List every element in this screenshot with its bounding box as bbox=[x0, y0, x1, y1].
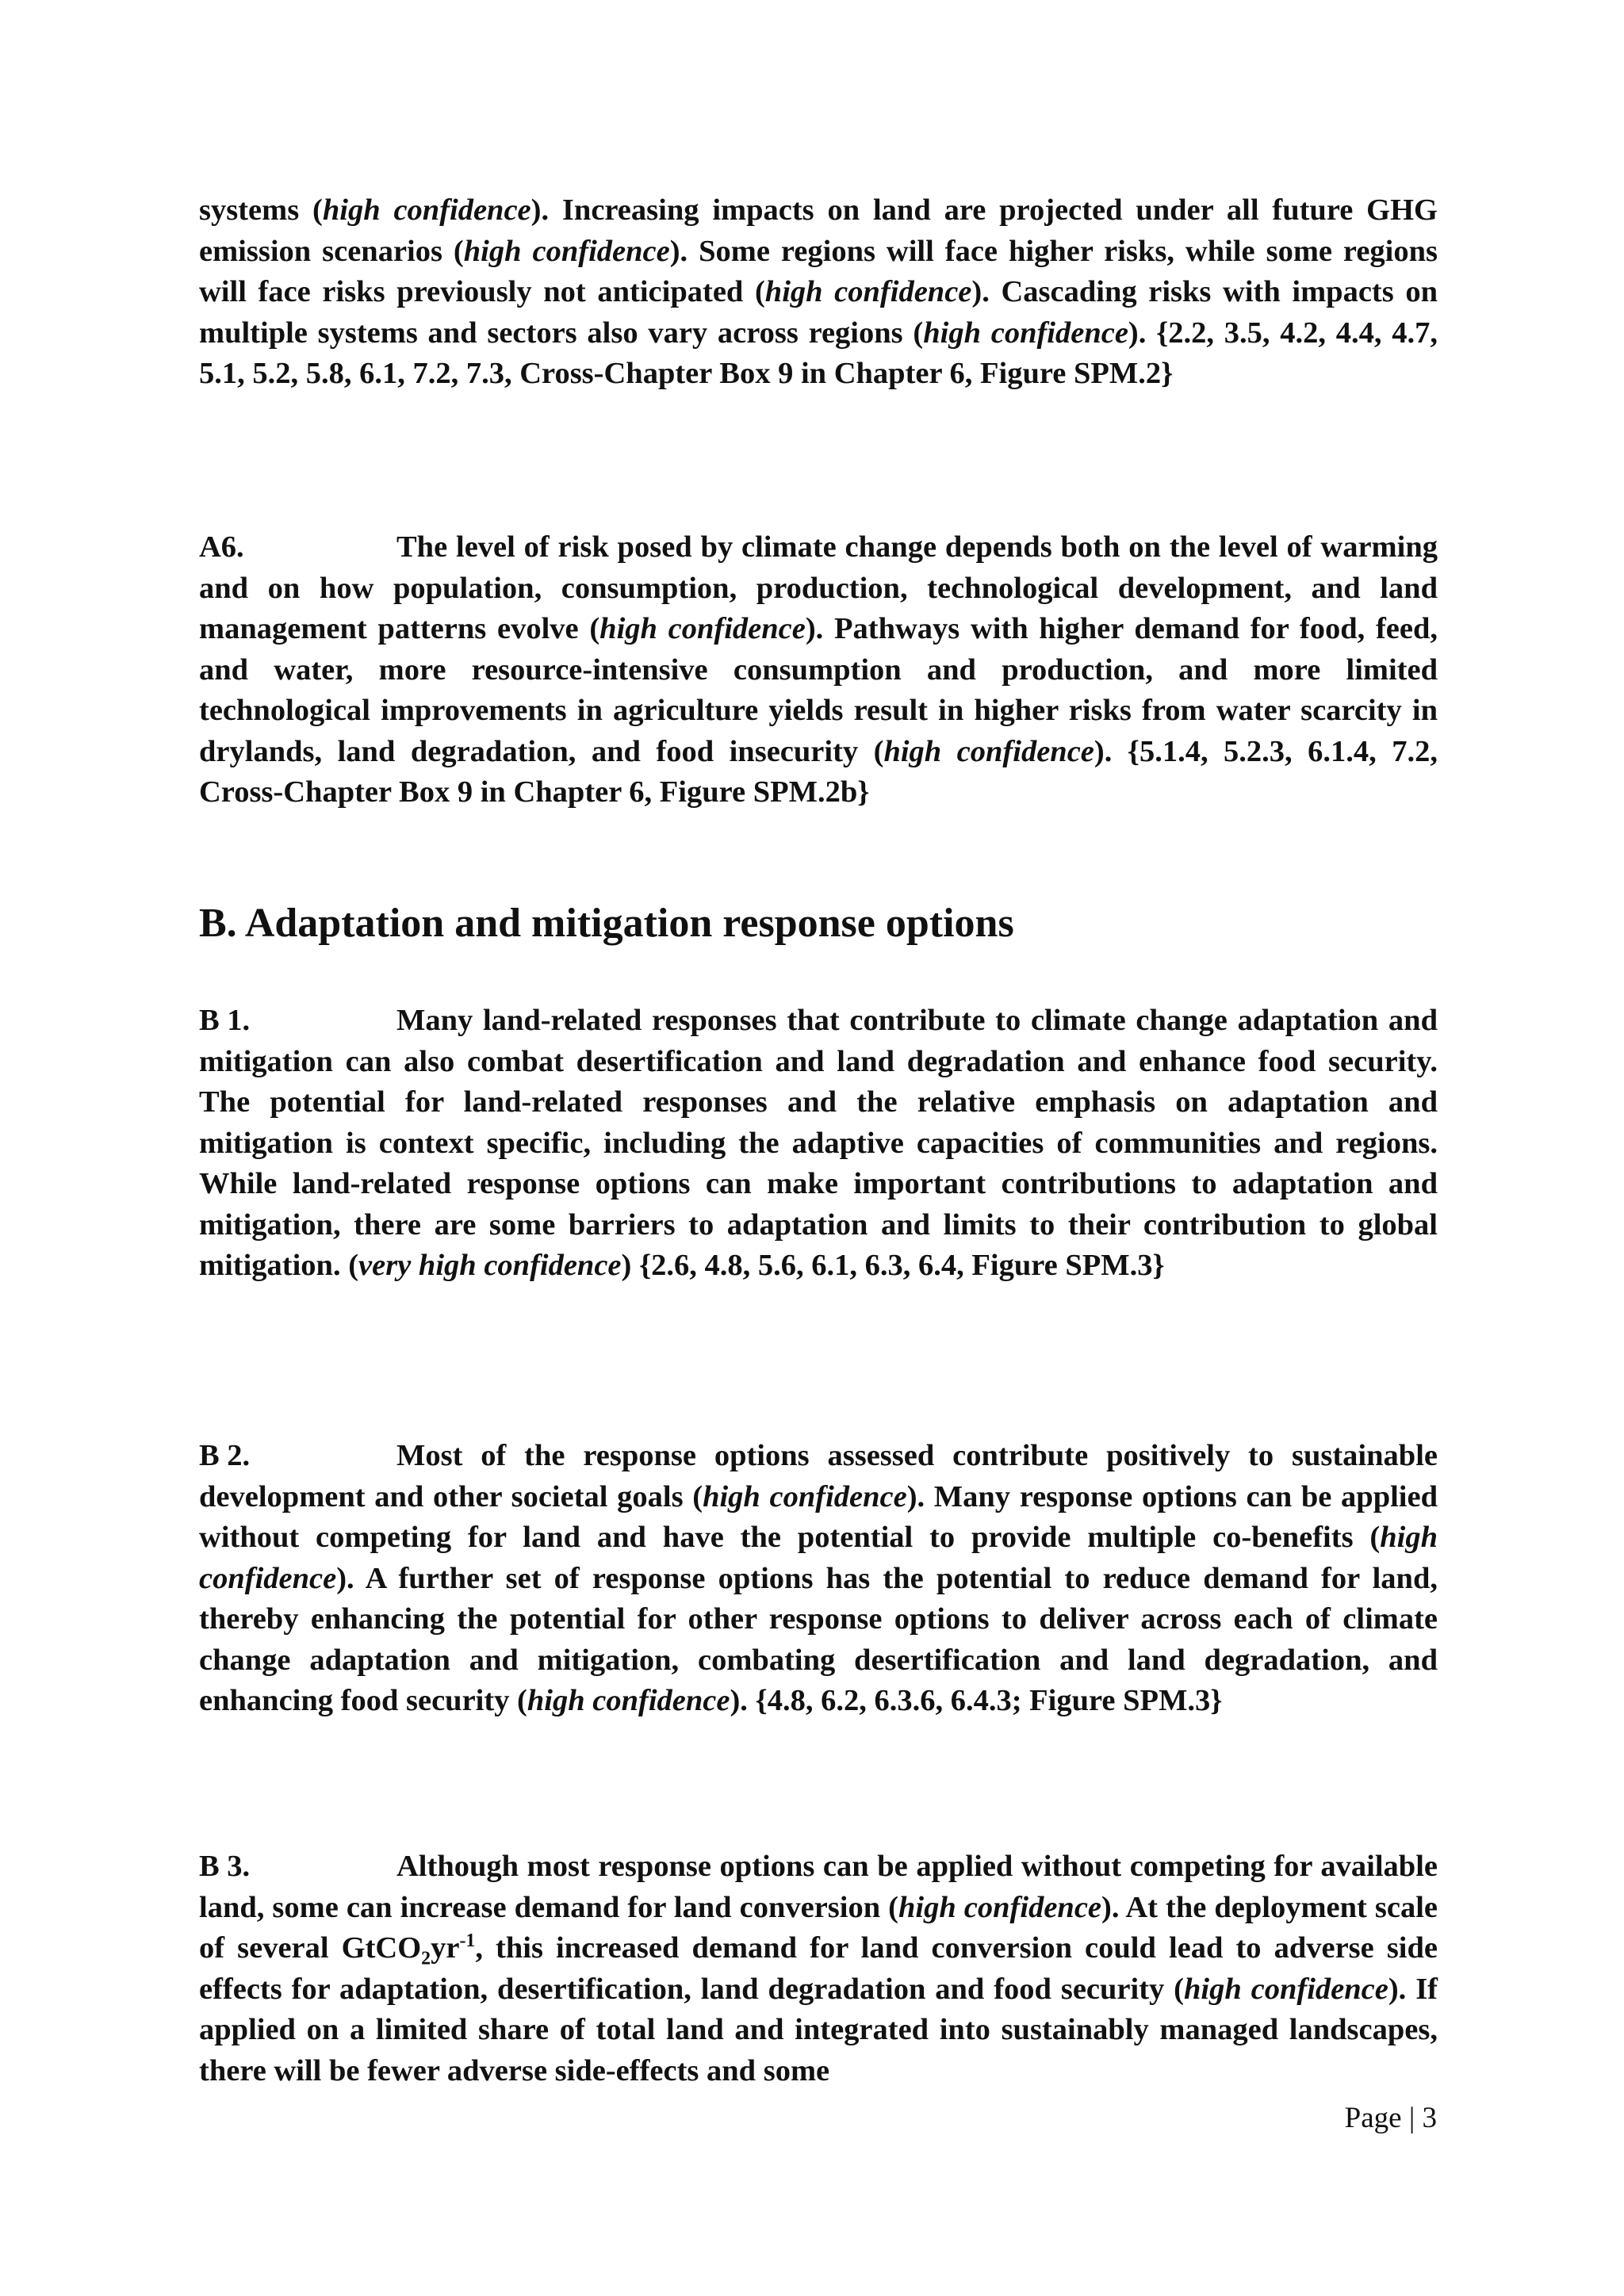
b3-label: B 3. bbox=[199, 1850, 251, 1883]
b2-text: B 2. Most of the response options assessed contribute positively to sustainable development and other societal goals (high confidence). Many response options can be applied without competing for land and have the potential to provide multiple co-benefits (high confidence). A further set of response options has the potential to reduce demand for land, thereby enhancing the potential for other response options to deliver across each of climate change adaptation and mitigation, combating desertification and land degradation, and enhancing food security (high confidence). {4.8, 6.2, 6.3.6, 6.4.3; Figure SPM.3} bbox=[199, 1436, 1438, 1722]
a6-label: A6. bbox=[199, 530, 244, 564]
section-b-heading: B. Adaptation and mitigation response options bbox=[199, 901, 1014, 946]
paragraph-b1 bbox=[199, 1001, 1438, 1287]
paragraph-b2 bbox=[199, 1436, 1438, 1722]
paragraph-a6 bbox=[199, 527, 1438, 813]
page-number: Page | 3 bbox=[1344, 2102, 1437, 2134]
b3-text: B 3. Although most response options can be applied without competing for available land, some can increase demand for land conversion (high confidence). At the deployment scale of several $GtCO_2yr^{-1}$, this increased demand for land conversion could lead to adverse side effects for adaptation, desertification, land degradation and food security (high confidence). If applied on a limited share of total land and integrated into sustainably managed landscapes, there will be fewer adverse side-effects and some bbox=[199, 1846, 1438, 2091]
b1-text: B 1. Many land-related responses that contribute to climate change adaptation and mitigation can also combat desertification and land degradation and enhance food security. The potential for land-related responses and the relative emphasis on adaptation and mitigation is context specific, including the adaptive capacities of communities and regions. While land-related response options can make important contributions to adaptation and mitigation, there are some barriers to adaptation and limits to their contribution to global mitigation. (very high confidence) {2.6, 4.8, 5.6, 6.1, 6.3, 6.4, Figure SPM.3} bbox=[199, 1001, 1438, 1287]
paragraph-intro bbox=[199, 190, 1438, 395]
paragraph-b3 bbox=[199, 1846, 1438, 2091]
a6-text: A6. The level of risk posed by climate change depends both on the level of warming and on how population, consumption, production, technological development, and land management patterns evolve (high confidence). Pathways with higher demand for food, feed, and water, more resource-intensive consumption and production, and more limited technological improvements in agriculture yields result in higher risks from water scarcity in drylands, land degradation, and food insecurity (high confidence). {5.1.4, 5.2.3, 6.1.4, 7.2, Cross-Chapter Box 9 in Chapter 6, Figure SPM.2b} bbox=[199, 527, 1438, 813]
intro-text: systems (high confidence). Increasing impacts on land are projected under all future GHG emission scenarios (high confidence). Some regions will face higher risks, while some regions will face risks previously not anticipated (high confidence). Cascading risks with impacts on multiple systems and sectors also vary across regions (high confidence). {2.2, 3.5, 4.2, 4.4, 4.7, 5.1, 5.2, 5.8, 6.1, 7.2, 7.3, Cross-Chapter Box 9 in Chapter 6, Figure SPM.2} bbox=[199, 193, 1438, 390]
b2-label: B 2. bbox=[199, 1439, 251, 1472]
b1-label: B 1. bbox=[199, 1004, 251, 1037]
